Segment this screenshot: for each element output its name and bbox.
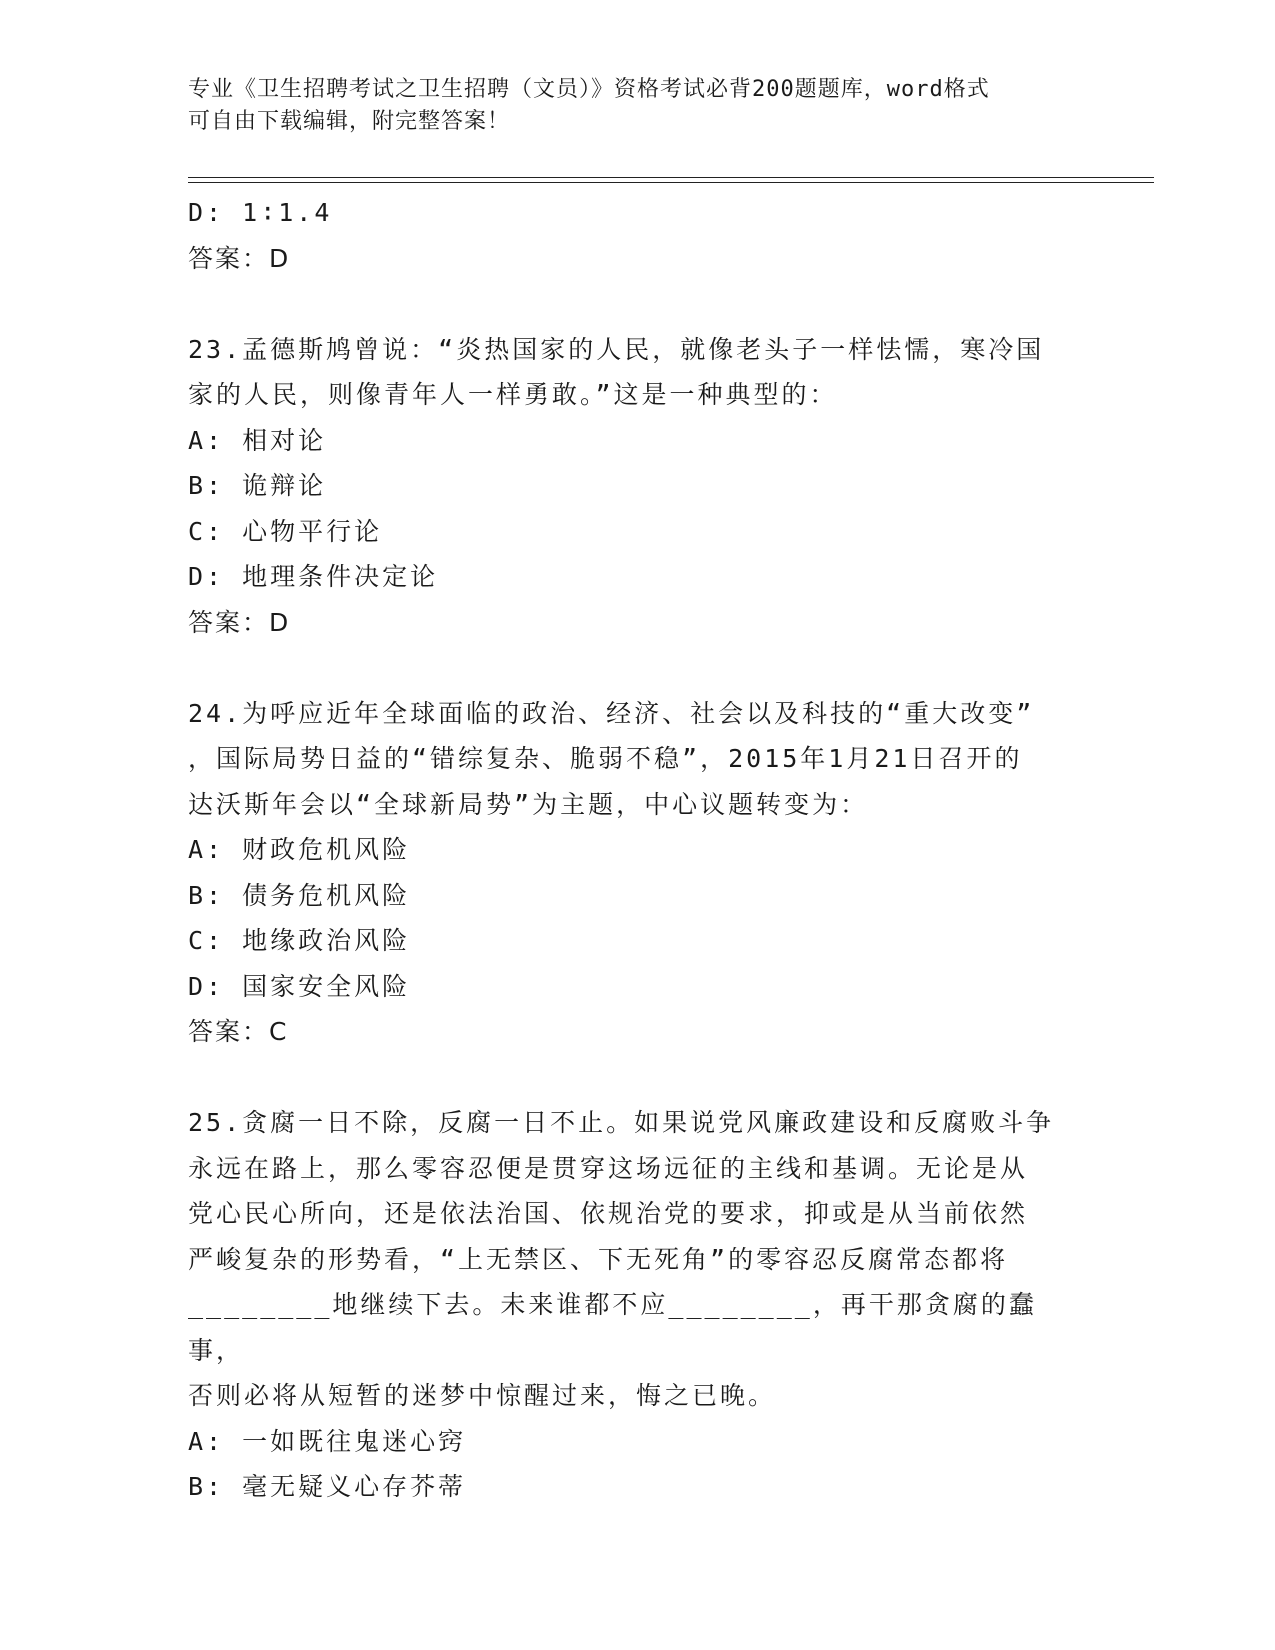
document-header: [188, 74, 1088, 138]
question-24: [188, 691, 1088, 1055]
question-23-option-d: D: 地理条件决定论: [188, 562, 439, 591]
header-rule-top: [188, 177, 1154, 178]
header-line-2: 可自由下载编辑，附完整答案！: [188, 109, 511, 134]
question-23-answer: 答案：D: [188, 607, 291, 637]
question-25-option-a: A: 一如既往鬼迷心窍: [188, 1426, 467, 1456]
spacer: [188, 281, 1088, 327]
question-25-text: 25.贪腐一日不除，反腐一日不止。如果说党风廉政建设和反腐败斗争 永远在路上，那么零容忍便是贯穿这场远征的主线和基调。无论是从 党心民心所向，还是依法治国、依规治党的要求，抑或是从当前依然 严峻复杂的形势看，“上无禁区、下无死角”的零容忍反腐常态都将 ________地继续下去。未来谁都不应________，再干那贪腐的蠢事， 否则必将从短暂的迷梦中惊醒过来，悔之已晚。: [188, 1108, 1055, 1410]
question-23-option-b: B: 诡辩论: [188, 471, 327, 500]
document-body: [188, 190, 1088, 1510]
header-rule-bottom: [188, 182, 1154, 183]
question-25: [188, 1100, 1088, 1510]
question-23-option-c: C: 心物平行论: [188, 516, 383, 546]
question-23-text: 23.孟德斯鸠曾说：“炎热国家的人民，就像老头子一样怯懦，寒冷国 家的人民，则像青年人一样勇敢。”这是一种典型的：: [188, 334, 1045, 409]
spacer: [188, 645, 1088, 691]
header-line-1: 专业《卫生招聘考试之卫生招聘（文员）》资格考试必背200题题库，word格式: [188, 77, 990, 102]
prev-question-option-d: D: 1∶1.4: [188, 198, 333, 227]
question-24-option-b: B: 债务危机风险: [188, 880, 411, 910]
question-24-answer: 答案：C: [188, 1017, 289, 1046]
question-24-option-a: A: 财政危机风险: [188, 835, 411, 864]
question-24-text: 24.为呼应近年全球面临的政治、经济、社会以及科技的“重大改变” ，国际局势日益的“错综复杂、脆弱不稳”，2015年1月21日召开的 达沃斯年会以“全球新局势”为主题，中心议题转变为：: [188, 698, 1035, 819]
question-24-option-c: C: 地缘政治风险: [188, 926, 411, 955]
spacer: [188, 1055, 1088, 1101]
question-23: [188, 327, 1088, 646]
prev-question-answer: 答案：D: [188, 243, 291, 273]
question-25-option-b: B: 毫无疑义心存芥蒂: [188, 1472, 467, 1501]
question-24-option-d: D: 国家安全风险: [188, 971, 411, 1001]
question-23-option-a: A: 相对论: [188, 425, 327, 455]
